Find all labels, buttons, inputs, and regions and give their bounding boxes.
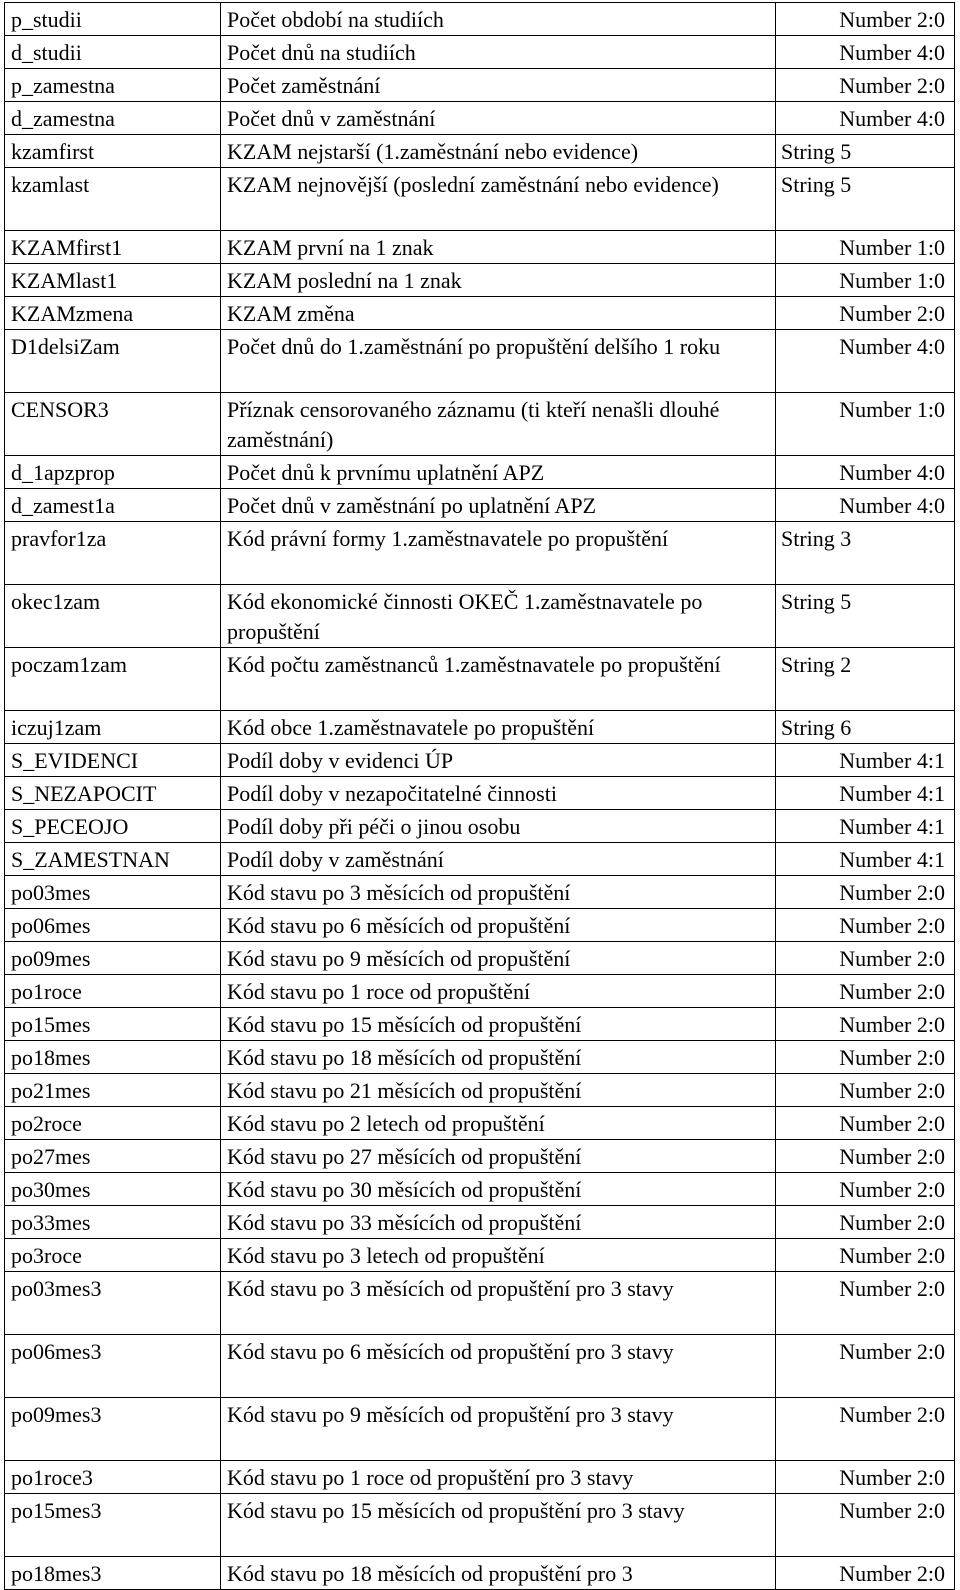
variable-description-cell: KZAM poslední na 1 znak [221,264,776,297]
table-row [5,843,955,876]
variable-type-cell: Number 2:0 [776,1557,955,1590]
variable-type-cell: Number 2:0 [776,1206,955,1239]
variable-name-cell: po33mes [5,1206,221,1239]
variable-type-cell: Number 2:0 [776,1140,955,1173]
variable-type-cell: Number 4:0 [776,330,955,393]
variable-description-cell: Kód stavu po 6 měsících od propuštění pro 3 stavy [221,1335,776,1398]
table-row [5,1461,955,1494]
table-row [5,69,955,102]
table-row [5,456,955,489]
table-row [5,1074,955,1107]
table-row [5,744,955,777]
variable-description-cell: Počet dnů v zaměstnání po uplatnění APZ [221,489,776,522]
variable-type-cell: String 5 [776,135,955,168]
table-row [5,1557,955,1590]
table-row [5,36,955,69]
table-row [5,489,955,522]
variable-description-cell: Kód ekonomické činnosti OKEČ 1.zaměstnavatele po propuštění [221,585,776,648]
variable-description-cell: Kód stavu po 2 letech od propuštění [221,1107,776,1140]
variable-description-cell: Kód stavu po 1 roce od propuštění [221,975,776,1008]
table-row [5,393,955,456]
variable-name-cell: po15mes [5,1008,221,1041]
variable-name-cell: po1roce3 [5,1461,221,1494]
variable-type-cell: Number 2:0 [776,297,955,330]
variable-name-cell: p_zamestna [5,69,221,102]
variable-type-cell: Number 2:0 [776,69,955,102]
variable-type-cell: Number 2:0 [776,975,955,1008]
table-row [5,909,955,942]
variable-type-cell: Number 4:1 [776,810,955,843]
table-row [5,330,955,393]
variable-type-cell: Number 4:1 [776,843,955,876]
variable-name-cell: po2roce [5,1107,221,1140]
variable-type-cell: Number 4:0 [776,456,955,489]
table-row [5,942,955,975]
variable-name-cell: po30mes [5,1173,221,1206]
variable-name-cell: po18mes [5,1041,221,1074]
variable-description-cell: Podíl doby v zaměstnání [221,843,776,876]
variable-type-cell: Number 4:0 [776,36,955,69]
variable-description-cell: Podíl doby v nezapočitatelné činnosti [221,777,776,810]
variable-description-cell: Kód stavu po 9 měsících od propuštění [221,942,776,975]
variable-type-cell: String 2 [776,648,955,711]
variable-name-cell: p_studii [5,3,221,36]
variable-type-cell: Number 4:0 [776,102,955,135]
variable-description-cell: Kód stavu po 27 měsících od propuštění [221,1140,776,1173]
variable-type-cell: Number 2:0 [776,1074,955,1107]
variable-name-cell: po03mes [5,876,221,909]
variable-description-cell: Počet zaměstnání [221,69,776,102]
variable-description-cell: Podíl doby při péči o jinou osobu [221,810,776,843]
variable-type-cell: Number 2:0 [776,1041,955,1074]
variable-type-cell: String 5 [776,168,955,231]
variable-description-cell: KZAM nejnovější (poslední zaměstnání nebo evidence) [221,168,776,231]
table-row [5,3,955,36]
variable-type-cell: String 6 [776,711,955,744]
variable-description-cell: Kód stavu po 18 měsících od propuštění pro 3 [221,1557,776,1590]
variable-name-cell: po09mes [5,942,221,975]
variable-type-cell: Number 2:0 [776,1494,955,1557]
table-row [5,522,955,585]
table-row [5,231,955,264]
variable-name-cell: S_ZAMESTNAN [5,843,221,876]
table-row [5,1008,955,1041]
variable-type-cell: Number 2:0 [776,1398,955,1461]
table-row [5,1272,955,1335]
variable-name-cell: d_zamest1a [5,489,221,522]
variable-name-cell: po18mes3 [5,1557,221,1590]
variable-type-cell: String 3 [776,522,955,585]
variable-type-cell: Number 2:0 [776,3,955,36]
table-row [5,168,955,231]
variable-description-cell: Kód stavu po 30 měsících od propuštění [221,1173,776,1206]
variable-description-cell: Kód stavu po 9 měsících od propuštění pro 3 stavy [221,1398,776,1461]
variable-type-cell: String 5 [776,585,955,648]
variable-name-cell: D1delsiZam [5,330,221,393]
variable-description-cell: Kód stavu po 3 měsících od propuštění pro 3 stavy [221,1272,776,1335]
variable-description-cell: KZAM první na 1 znak [221,231,776,264]
variable-name-cell: po1roce [5,975,221,1008]
variable-description-cell: Kód právní formy 1.zaměstnavatele po propuštění [221,522,776,585]
variable-type-cell: Number 1:0 [776,231,955,264]
variable-type-cell: Number 2:0 [776,1335,955,1398]
variable-type-cell: Number 2:0 [776,1008,955,1041]
table-row [5,810,955,843]
variable-type-cell: Number 2:0 [776,1461,955,1494]
variable-name-cell: po06mes3 [5,1335,221,1398]
table-row [5,585,955,648]
table-row [5,297,955,330]
table-row [5,1398,955,1461]
variable-description-cell: Kód stavu po 1 roce od propuštění pro 3 stavy [221,1461,776,1494]
variable-description-cell: Počet dnů v zaměstnání [221,102,776,135]
variable-description-cell: Kód stavu po 21 měsících od propuštění [221,1074,776,1107]
variable-table-body [5,3,955,1590]
variable-name-cell: pravfor1za [5,522,221,585]
variable-type-cell: Number 2:0 [776,876,955,909]
variable-name-cell: KZAMzmena [5,297,221,330]
table-row [5,264,955,297]
variable-name-cell: d_studii [5,36,221,69]
variable-name-cell: d_zamestna [5,102,221,135]
variable-name-cell: po06mes [5,909,221,942]
variable-description-cell: KZAM změna [221,297,776,330]
variable-description-cell: Kód stavu po 33 měsících od propuštění [221,1206,776,1239]
variable-name-cell: okec1zam [5,585,221,648]
variable-name-cell: KZAMlast1 [5,264,221,297]
variable-description-cell: Kód obce 1.zaměstnavatele po propuštění [221,711,776,744]
variable-type-cell: Number 2:0 [776,1239,955,1272]
variable-name-cell: po27mes [5,1140,221,1173]
variable-name-cell: d_1apzprop [5,456,221,489]
variable-description-cell: Příznak censorovaného záznamu (ti kteří nenašli dlouhé zaměstnání) [221,393,776,456]
variable-name-cell: iczuj1zam [5,711,221,744]
variable-description-cell: Kód stavu po 3 měsících od propuštění [221,876,776,909]
table-row [5,648,955,711]
variable-description-cell: Počet období na studiích [221,3,776,36]
variable-type-cell: Number 1:0 [776,264,955,297]
variable-table [4,2,955,1590]
variable-name-cell: poczam1zam [5,648,221,711]
variable-description-cell: Kód stavu po 3 letech od propuštění [221,1239,776,1272]
variable-type-cell: Number 4:1 [776,744,955,777]
table-row [5,1206,955,1239]
variable-name-cell: kzamfirst [5,135,221,168]
table-row [5,1140,955,1173]
variable-description-cell: KZAM nejstarší (1.zaměstnání nebo evidence) [221,135,776,168]
variable-description-cell: Počet dnů na studiích [221,36,776,69]
variable-description-cell: Počet dnů do 1.zaměstnání po propuštění delšího 1 roku [221,330,776,393]
variable-type-cell: Number 4:0 [776,489,955,522]
variable-name-cell: kzamlast [5,168,221,231]
variable-type-cell: Number 2:0 [776,1173,955,1206]
variable-name-cell: po15mes3 [5,1494,221,1557]
variable-type-cell: Number 1:0 [776,393,955,456]
variable-name-cell: S_NEZAPOCIT [5,777,221,810]
variable-type-cell: Number 2:0 [776,1107,955,1140]
variable-name-cell: S_EVIDENCI [5,744,221,777]
variable-name-cell: KZAMfirst1 [5,231,221,264]
table-row [5,1239,955,1272]
table-row [5,102,955,135]
variable-type-cell: Number 2:0 [776,1272,955,1335]
variable-type-cell: Number 2:0 [776,909,955,942]
table-row [5,711,955,744]
variable-name-cell: po21mes [5,1074,221,1107]
table-row [5,1041,955,1074]
variable-description-cell: Počet dnů k prvnímu uplatnění APZ [221,456,776,489]
variable-name-cell: CENSOR3 [5,393,221,456]
variable-description-cell: Kód stavu po 18 měsících od propuštění [221,1041,776,1074]
variable-description-cell: Kód stavu po 15 měsících od propuštění pro 3 stavy [221,1494,776,1557]
table-row [5,975,955,1008]
table-row [5,1335,955,1398]
variable-type-cell: Number 4:1 [776,777,955,810]
variable-description-cell: Kód stavu po 6 měsících od propuštění [221,909,776,942]
table-row [5,1494,955,1557]
table-row [5,1173,955,1206]
table-row [5,876,955,909]
table-row [5,135,955,168]
variable-description-cell: Kód počtu zaměstnanců 1.zaměstnavatele po propuštění [221,648,776,711]
variable-name-cell: S_PECEOJO [5,810,221,843]
variable-name-cell: po09mes3 [5,1398,221,1461]
variable-name-cell: po03mes3 [5,1272,221,1335]
variable-type-cell: Number 2:0 [776,942,955,975]
table-row [5,1107,955,1140]
table-row [5,777,955,810]
variable-description-cell: Podíl doby v evidenci ÚP [221,744,776,777]
variable-name-cell: po3roce [5,1239,221,1272]
variable-description-cell: Kód stavu po 15 měsících od propuštění [221,1008,776,1041]
